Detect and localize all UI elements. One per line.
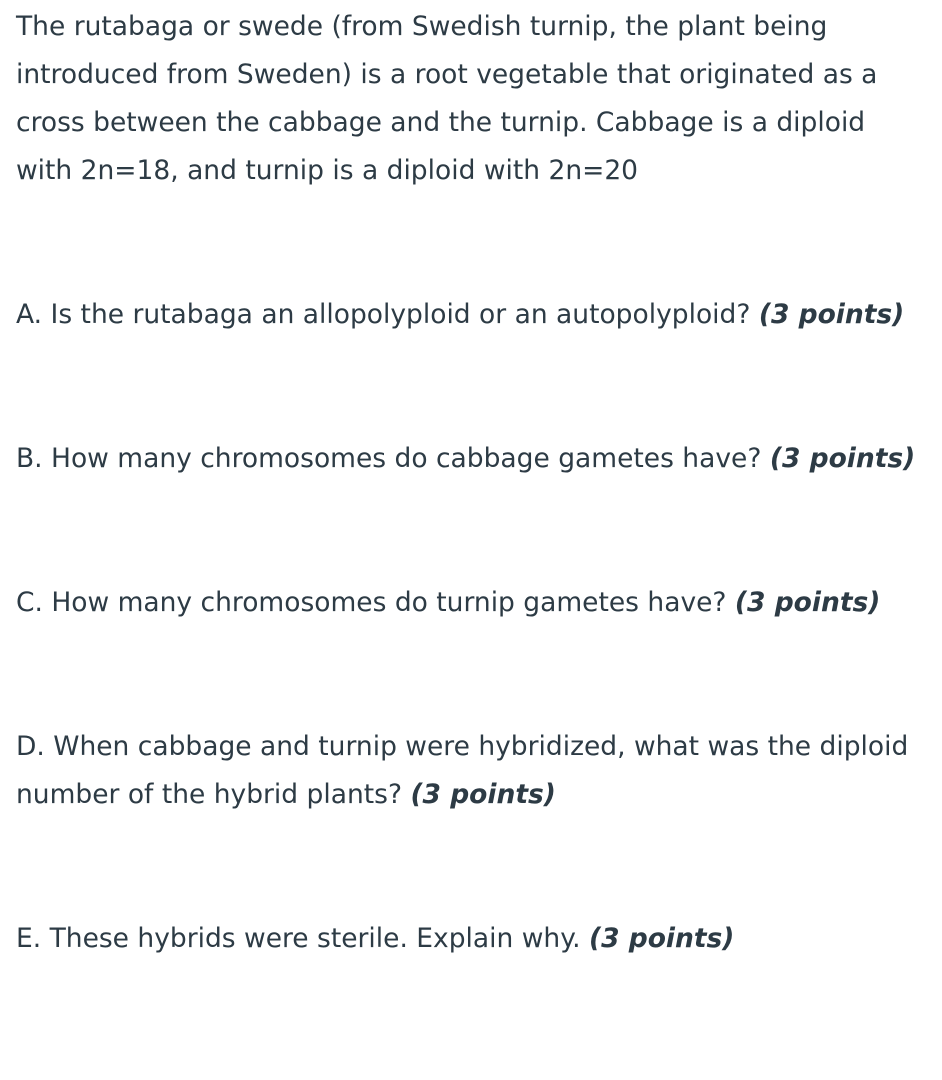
question-b [16,435,926,483]
question-e-points: (3 points) [588,923,735,954]
intro-paragraph: The rutabaga or swede (from Swedish turnip, the plant being introduced from Sweden) is a root vegetable that originated as a cross between the cabbage and the turnip. Cabbage is a diploid with 2n=18, and turnip is a diploid with 2n=20 [16,11,878,186]
question-e-text: E. These hybrids were sterile. Explain why. [16,923,589,954]
question-d-text: D. When cabbage and turnip were hybridized, what was the diploid number of the hybrid plants? [16,731,909,810]
question-c-text: C. How many chromosomes do turnip gametes have? [16,587,735,618]
question-d-points: (3 points) [410,779,556,810]
question-c [16,579,926,627]
question-b-text: B. How many chromosomes do cabbage gametes have? [16,443,770,474]
question-e [16,915,926,963]
question-content [16,0,926,963]
question-a-points: (3 points) [758,299,905,330]
question-b-points: (3 points) [769,443,916,474]
question-a [16,291,926,339]
question-a-text: A. Is the rutabaga an allopolyploid or an autopolyploid? [16,299,759,330]
question-d [16,723,926,819]
question-c-points: (3 points) [734,587,881,618]
